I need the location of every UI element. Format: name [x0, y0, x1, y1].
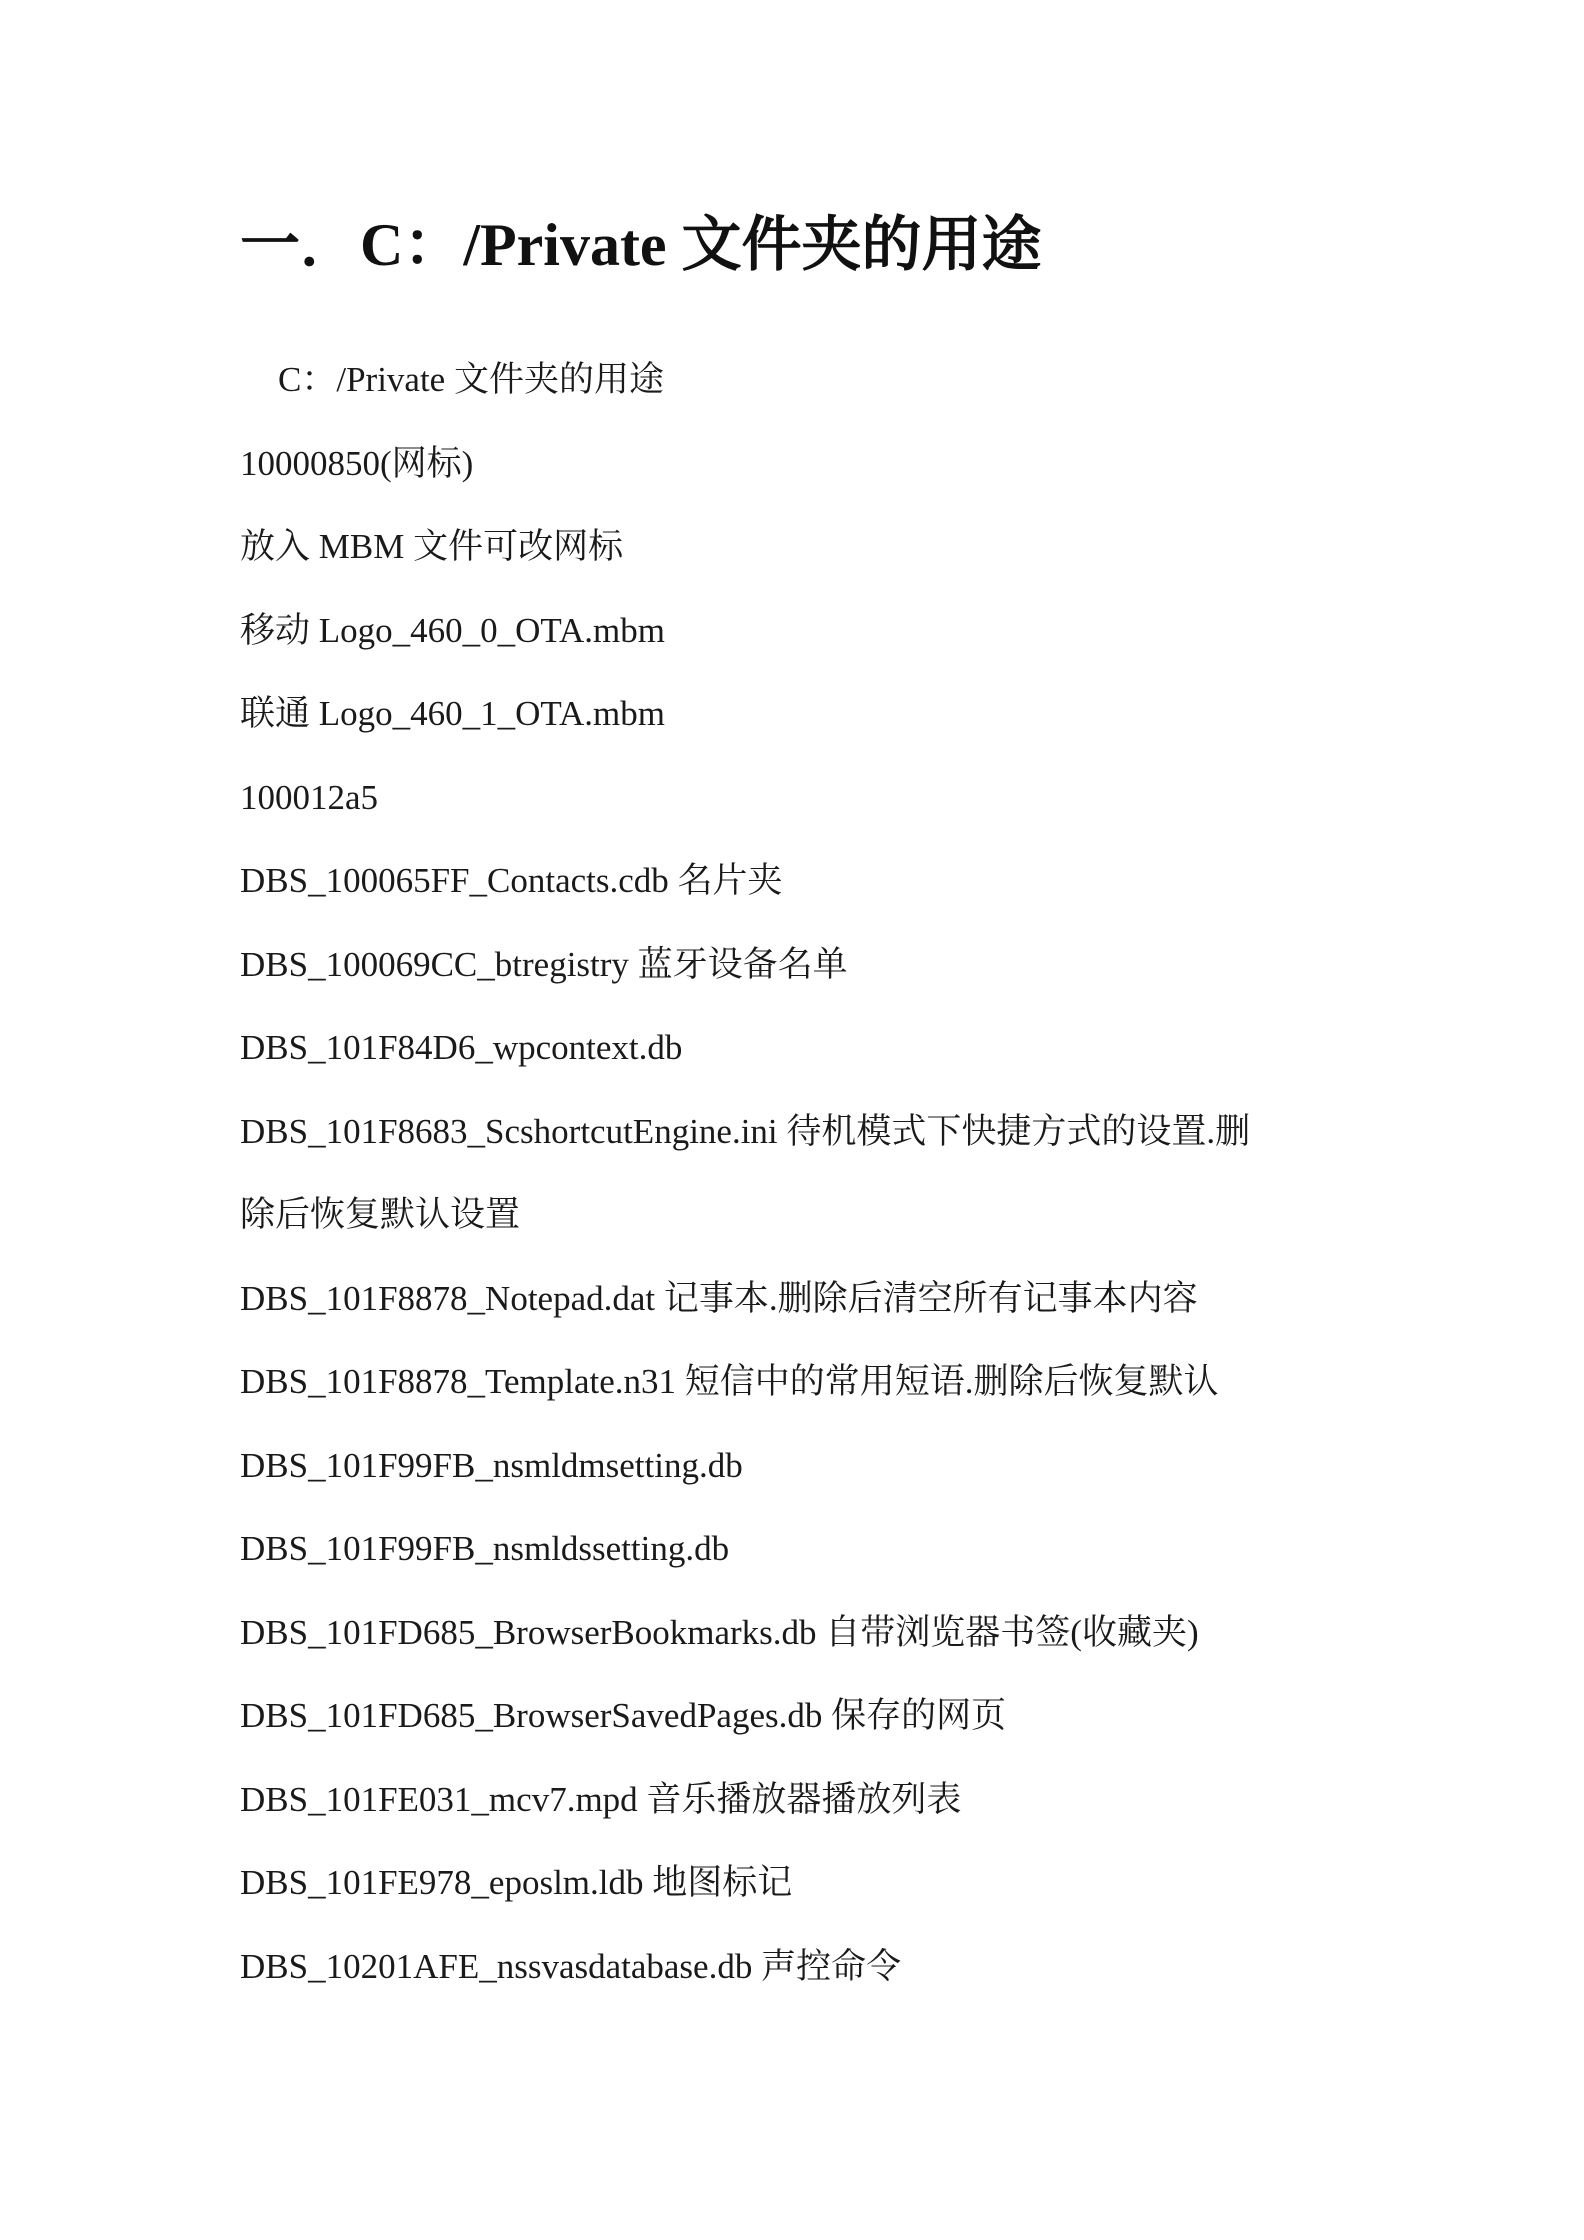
- text-line: DBS_100065FF_Contacts.cdb 名片夹: [240, 861, 783, 900]
- text-line: DBS_101F99FB_nsmldmsetting.db: [240, 1445, 743, 1485]
- text-line: DBS_101FD685_BrowserBookmarks.db 自带浏览器书签(收藏夹): [240, 1612, 1199, 1652]
- text-line: DBS_101FE031_mcv7.mpd 音乐播放器播放列表: [240, 1779, 962, 1819]
- text-line: 联通 Logo_460_1_OTA.mbm: [240, 694, 665, 733]
- text-line: DBS_101F8878_Notepad.dat 记事本.删除后清空所有记事本内容: [240, 1278, 1198, 1318]
- page-title: 一．C：/Private 文件夹的用途: [240, 212, 1042, 278]
- text-line: 100012a5: [240, 777, 379, 817]
- text-line: DBS_101FE978_eposlm.ldb 地图标记: [240, 1863, 793, 1902]
- text-line: DBS_101F99FB_nsmldssetting.db: [240, 1529, 730, 1568]
- entry-list: [240, 348, 1390, 2018]
- text-line: DBS_101F8878_Template.n31 短信中的常用短语.删除后恢复默认: [240, 1362, 1219, 1401]
- text-line: DBS_101F84D6_wpcontext.db: [240, 1028, 683, 1067]
- text-line: DBS_101F8683_ScshortcutEngine.ini 待机模式下快捷方式的设置.删: [240, 1111, 1251, 1151]
- text-line: 移动 Logo_460_0_OTA.mbm: [240, 610, 665, 650]
- text-line: 10000850(网标): [240, 443, 474, 483]
- subtitle-line: C：/Private 文件夹的用途: [278, 360, 664, 399]
- text-line: DBS_101FD685_BrowserSavedPages.db 保存的网页: [240, 1696, 1007, 1735]
- text-line: 除后恢复默认设置: [240, 1195, 521, 1234]
- text-line: DBS_10201AFE_nssvasdatabase.db 声控命令: [240, 1946, 902, 1986]
- text-line: 放入 MBM 文件可改网标: [240, 527, 624, 566]
- text-line: DBS_100069CC_btregistry 蓝牙设备名单: [240, 944, 848, 984]
